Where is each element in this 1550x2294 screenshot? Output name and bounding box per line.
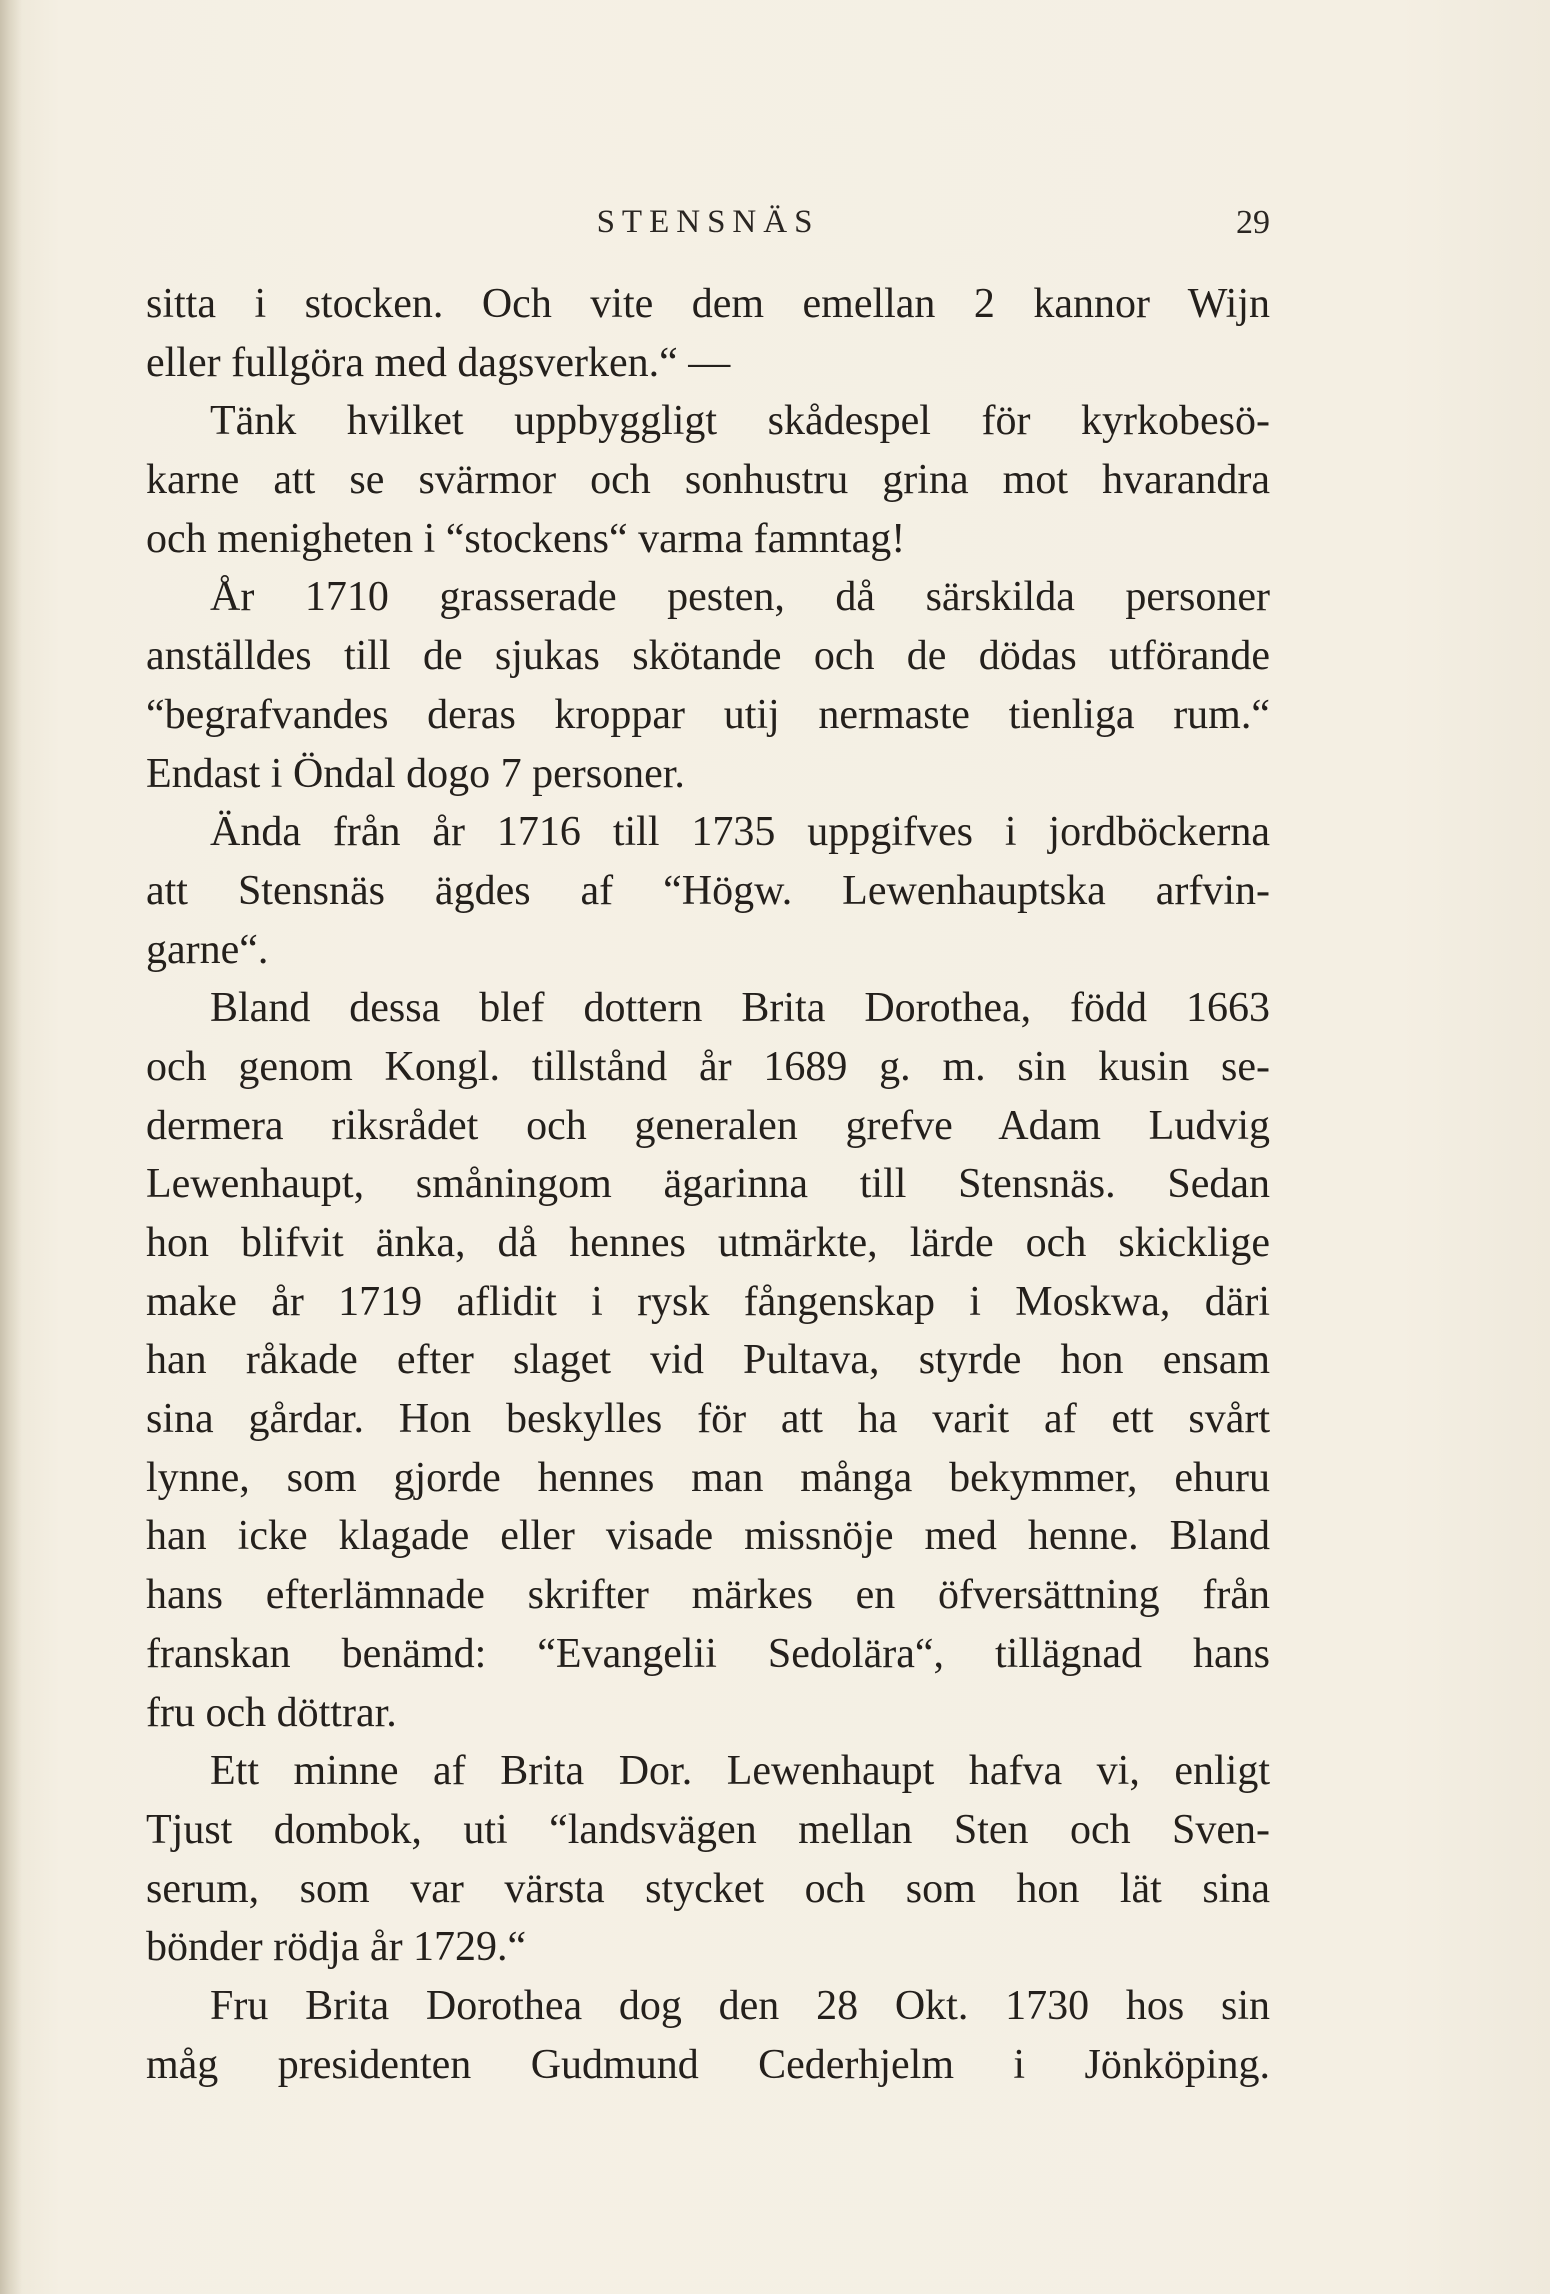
running-title: STENSNÄS — [596, 204, 820, 240]
text-line: dermera riksrådet och generalen grefve Adam Ludvig — [146, 1102, 1270, 1149]
text-line: eller fullgöra med dagsverken.“ — — [146, 339, 731, 386]
text-line: att Stensnäs ägdes af “Högw. Lewenhauptska arfvin- — [146, 867, 1270, 914]
running-head — [146, 200, 1270, 250]
text-line: måg presidenten Gudmund Cederhjelm i Jönköping. — [146, 2041, 1270, 2088]
body-text — [146, 275, 1270, 2094]
text-line: han icke klagade eller visade missnöje med henne. Bland — [146, 1513, 1270, 1560]
text-line: sitta i stocken. Och vite dem emellan 2 kannor Wijn — [146, 281, 1270, 327]
text-line: Lewenhaupt, småningom ägarinna till Stensnäs. Sedan — [146, 1161, 1270, 1208]
text-line: och genom Kongl. tillstånd år 1689 g. m. sin kusin se- — [146, 1043, 1270, 1090]
text-line: Bland dessa blef dottern Brita Dorothea, född 1663 — [210, 985, 1270, 1032]
text-line: och menigheten i “stockens“ varma famntag! — [146, 515, 906, 562]
text-line: Ett minne af Brita Dor. Lewenhaupt hafva vi, enligt — [210, 1748, 1270, 1795]
text-line: sina gårdar. Hon beskylles för att ha varit af ett svårt — [146, 1396, 1270, 1443]
text-line: fru och döttrar. — [146, 1689, 397, 1736]
text-line: bönder rödja år 1729.“ — [146, 1924, 527, 1971]
text-line: han råkade efter slaget vid Pultava, styrde hon ensam — [146, 1337, 1270, 1384]
text-line: karne att se svärmor och sonhustru grina mot hvarandra — [146, 457, 1270, 504]
text-line: År 1710 grasserade pesten, då särskilda personer — [210, 574, 1270, 621]
text-line: hon blifvit änka, då hennes utmärkte, lärde och skicklige — [146, 1220, 1270, 1266]
text-line: make år 1719 aflidit i rysk fångenskap i Moskwa, däri — [146, 1278, 1270, 1325]
text-line: Endast i Öndal dogo 7 personer. — [146, 750, 685, 797]
text-line: Tänk hvilket uppbyggligt skådespel för kyrkobesö- — [210, 398, 1270, 445]
text-line: serum, som var värsta stycket och som hon lät sina — [146, 1865, 1270, 1912]
text-line: “begrafvandes deras kroppar utij nermaste tienliga rum.“ — [146, 691, 1270, 738]
text-line: anställdes till de sjukas skötande och de dödas utförande — [146, 633, 1270, 680]
text-line: Ända från år 1716 till 1735 uppgifves i jordböckerna — [210, 809, 1270, 856]
text-line: Fru Brita Dorothea dog den 28 Okt. 1730 hos sin — [210, 1982, 1270, 2029]
page-number: 29 — [1236, 204, 1270, 241]
text-line: franskan benämd: “Evangelii Sedolära“, tillägnad hans — [146, 1630, 1270, 1677]
text-line: Tjust dombok, uti “landsvägen mellan Sten och Sven- — [146, 1806, 1270, 1853]
text-line: garne“. — [146, 926, 269, 973]
text-line: lynne, som gjorde hennes man många bekymmer, ehuru — [146, 1454, 1270, 1501]
binding-shadow — [0, 0, 22, 2294]
text-line: hans efterlämnade skrifter märkes en öfversättning från — [146, 1572, 1270, 1619]
